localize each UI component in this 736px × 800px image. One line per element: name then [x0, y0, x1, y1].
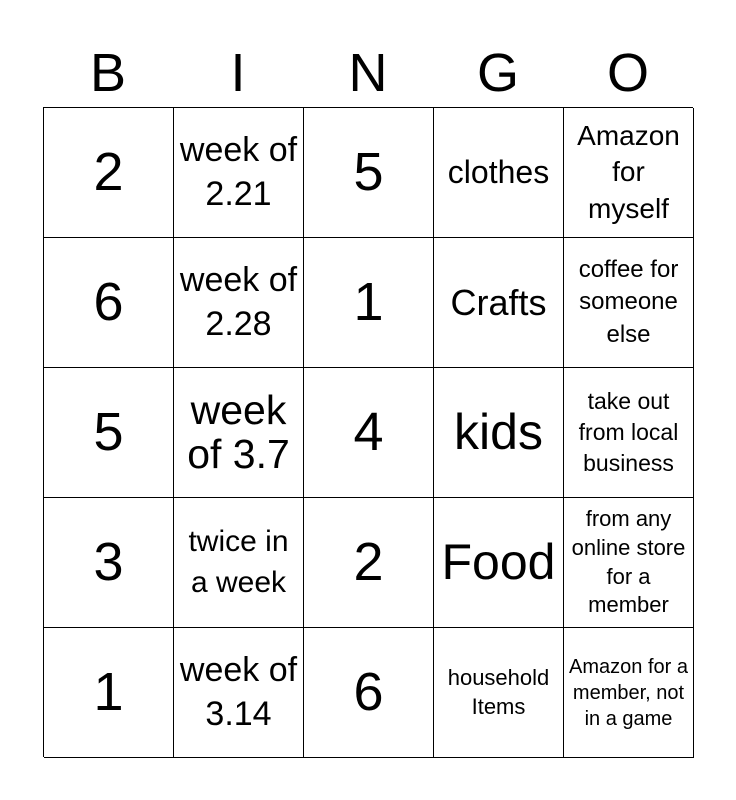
bingo-header	[43, 40, 693, 106]
header-letter-b: B	[89, 43, 127, 103]
bingo-cell-r4-c4[interactable]	[434, 498, 564, 628]
bingo-cell-r2-c4[interactable]	[434, 238, 564, 368]
bingo-cell-r3-c2[interactable]	[174, 368, 304, 498]
header-letter-g: G	[476, 43, 519, 103]
cell-text: 4	[353, 402, 384, 463]
bingo-cell-r5-c2[interactable]	[174, 628, 304, 758]
cell-text: Food	[441, 534, 556, 591]
header-letter-o: O	[606, 43, 649, 103]
cell-text: coffee for someone else	[578, 255, 679, 348]
bingo-cell-r4-c2[interactable]	[174, 498, 304, 628]
bingo-cell-r5-c3[interactable]	[304, 628, 434, 758]
cell-text: week of 2.21	[179, 130, 298, 213]
bingo-cell-r1-c3[interactable]	[304, 108, 434, 238]
cell-text: 6	[353, 662, 384, 723]
cell-text: Amazon for myself	[577, 119, 680, 224]
bingo-cell-r4-c1[interactable]	[44, 498, 174, 628]
bingo-cell-r5-c5[interactable]	[564, 628, 694, 758]
bingo-cell-r3-c4[interactable]	[434, 368, 564, 498]
bingo-cell-r3-c3[interactable]	[304, 368, 434, 498]
cell-text: 6	[93, 272, 124, 333]
cell-text: clothes	[447, 153, 550, 190]
cell-text: 5	[93, 402, 124, 463]
bingo-cell-r4-c5[interactable]	[564, 498, 694, 628]
cell-text: from any online store for a member	[571, 506, 686, 618]
bingo-cell-r5-c4[interactable]	[434, 628, 564, 758]
cell-text: 3	[93, 532, 124, 593]
bingo-cell-r2-c2[interactable]	[174, 238, 304, 368]
cell-text: week of 2.28	[179, 260, 298, 343]
cell-text: take out from local business	[578, 387, 679, 477]
cell-text: week of 3.14	[179, 650, 298, 733]
cell-text: Amazon for a member, not in a game	[569, 655, 688, 730]
bingo-board	[43, 107, 693, 757]
cell-text: household Items	[447, 664, 550, 719]
bingo-cell-r2-c3[interactable]	[304, 238, 434, 368]
bingo-cell-r1-c4[interactable]	[434, 108, 564, 238]
cell-text: 2	[353, 532, 384, 593]
bingo-cell-r1-c2[interactable]	[174, 108, 304, 238]
cell-text: Crafts	[450, 281, 547, 323]
cell-text: week of 3.7	[187, 387, 290, 477]
header-letter-n: N	[348, 43, 388, 103]
cell-text: 1	[93, 662, 124, 723]
bingo-cell-r1-c1[interactable]	[44, 108, 174, 238]
cell-text: 1	[353, 272, 384, 333]
cell-text: 2	[93, 142, 124, 203]
bingo-cell-r1-c5[interactable]	[564, 108, 694, 238]
header-letter-i: I	[230, 43, 246, 103]
bingo-cell-r4-c3[interactable]	[304, 498, 434, 628]
cell-text: kids	[454, 404, 543, 461]
cell-text: twice in a week	[188, 525, 289, 599]
bingo-cell-r3-c1[interactable]	[44, 368, 174, 498]
bingo-cell-r3-c5[interactable]	[564, 368, 694, 498]
cell-text: 5	[353, 142, 384, 203]
bingo-cell-r5-c1[interactable]	[44, 628, 174, 758]
bingo-cell-r2-c1[interactable]	[44, 238, 174, 368]
bingo-cell-r2-c5[interactable]	[564, 238, 694, 368]
